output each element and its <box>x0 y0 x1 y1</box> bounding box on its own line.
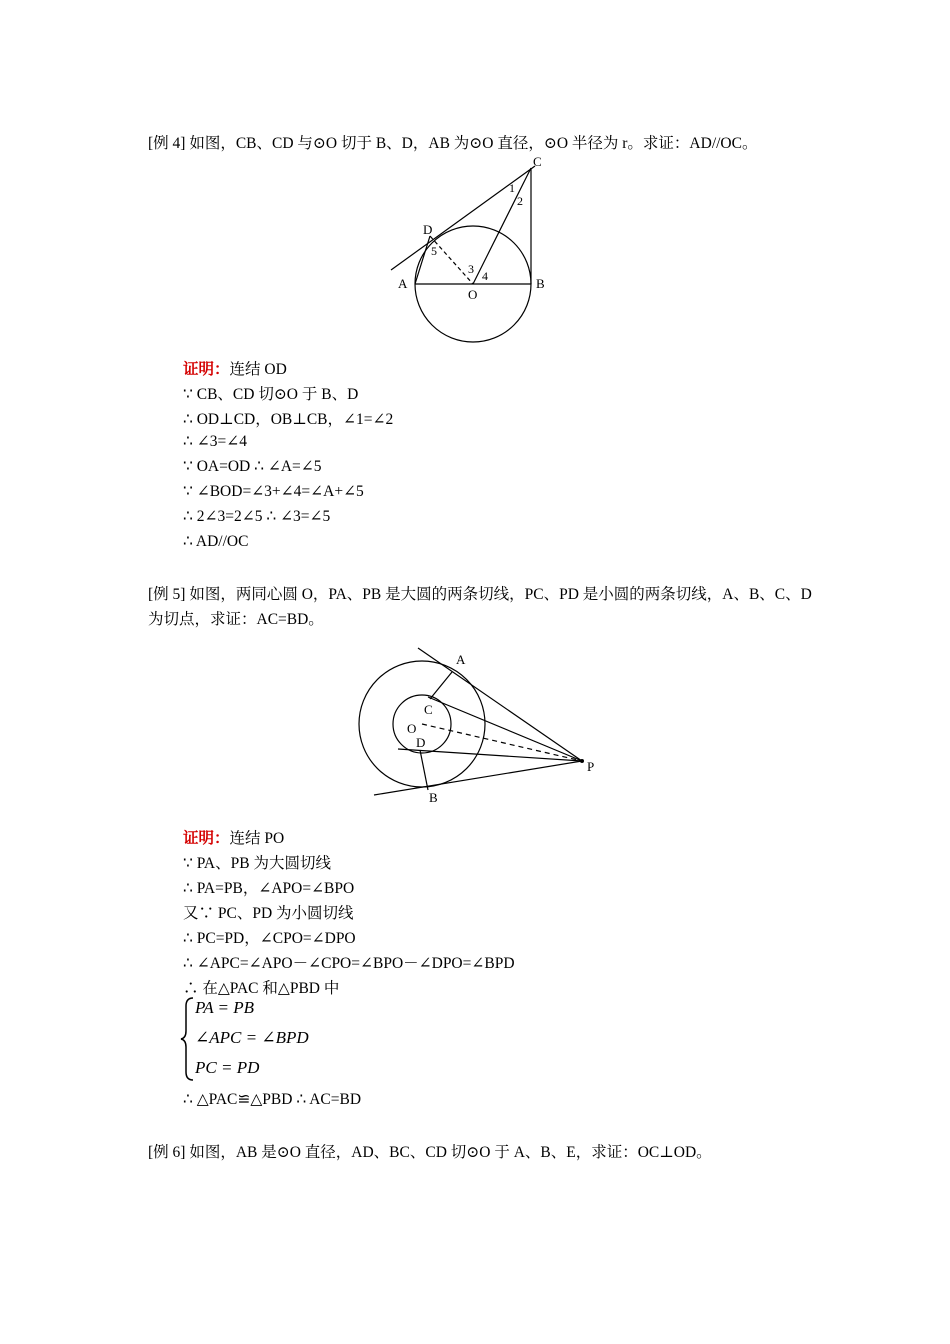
segment-ad <box>415 236 430 284</box>
proof-line: ∵ OA=OD ∴ ∠A=∠5 <box>183 458 322 475</box>
proof-label: 证明： <box>183 361 230 378</box>
example-6-problem: [例 6] 如图，AB 是⊙O 直径，AD、BC、CD 切⊙O 于 A、B、E，求证：OC⊥OD。 <box>148 1144 712 1161</box>
proof-first-line: 连结 PO <box>229 830 285 847</box>
left-brace-icon <box>180 996 196 1082</box>
example-5-problem-line-2: 为切点，求证：AC=BD。 <box>148 611 324 628</box>
proof-line: ∴ PC=PD，∠CPO=∠DPO <box>183 930 356 947</box>
label-b: B <box>536 276 545 291</box>
label-c: C <box>533 154 542 169</box>
proof-line: ∴ OD⊥CD，OB⊥CB，∠1=∠2 <box>183 411 394 428</box>
example-5-proof-intro <box>183 826 284 848</box>
segment-bd <box>420 750 428 790</box>
proof-first-line: 连结 OD <box>229 361 287 378</box>
system-equation: ∠APC = ∠BPD <box>195 1028 309 1047</box>
system-equation: PC = PD <box>195 1058 260 1077</box>
proof-line: ∵ PA、PB 为大圆切线 <box>183 855 331 872</box>
label-5: 5 <box>431 244 437 258</box>
label-d: D <box>416 735 426 750</box>
segment-ac <box>430 672 452 699</box>
proof-line: 又∵ PC、PD 为小圆切线 <box>183 905 354 922</box>
proof-line: ∴ ∠3=∠4 <box>183 433 247 450</box>
example-4-proof-intro <box>183 357 287 379</box>
proof-label: 证明： <box>183 830 230 847</box>
example-4-figure <box>385 152 570 352</box>
label-3: 3 <box>468 262 474 276</box>
label-o: O <box>468 287 478 302</box>
system-equation: PA = PB <box>195 998 255 1017</box>
label-4: 4 <box>482 269 488 283</box>
label-o: O <box>407 721 417 736</box>
segment-oc <box>473 168 531 284</box>
label-d: D <box>423 222 433 237</box>
label-b: B <box>429 790 438 805</box>
example-4-problem: [例 4] 如图，CB、CD 与⊙O 切于 B、D，AB 为⊙O 直径，⊙O 半径为 r。求证：AD//OC。 <box>148 135 758 152</box>
label-p: P <box>587 759 595 774</box>
label-c: C <box>424 702 433 717</box>
proof-conclusion: ∴ △PAC≌△PBD ∴ AC=BD <box>183 1091 362 1108</box>
proof-line: ∵ ∠BOD=∠3+∠4=∠A+∠5 <box>183 483 364 500</box>
proof-line: ∴ 在△PAC 和△PBD 中 <box>183 980 340 997</box>
proof-line: ∴ ∠APC=∠APO－∠CPO=∠BPO－∠DPO=∠BPD <box>183 955 515 972</box>
label-a: A <box>456 652 466 667</box>
example-5-problem-line-1: [例 5] 如图，两同心圆 O，PA、PB 是大圆的两条切线，PC、PD 是小圆的两条切线，A、B、C、D <box>148 586 812 603</box>
proof-line: ∴ PA=PB，∠APO=∠BPO <box>183 880 355 897</box>
label-2: 2 <box>517 194 523 208</box>
proof-line: ∴ 2∠3=2∠5 ∴ ∠3=∠5 <box>183 508 331 525</box>
example-5-figure <box>340 642 610 812</box>
label-1: 1 <box>509 181 515 195</box>
proof-line: ∴ AD//OC <box>183 533 249 550</box>
label-a: A <box>398 276 408 291</box>
proof-line: ∵ CB、CD 切⊙O 于 B、D <box>183 386 359 403</box>
point-p <box>580 759 584 763</box>
tangent-pb <box>374 761 582 795</box>
